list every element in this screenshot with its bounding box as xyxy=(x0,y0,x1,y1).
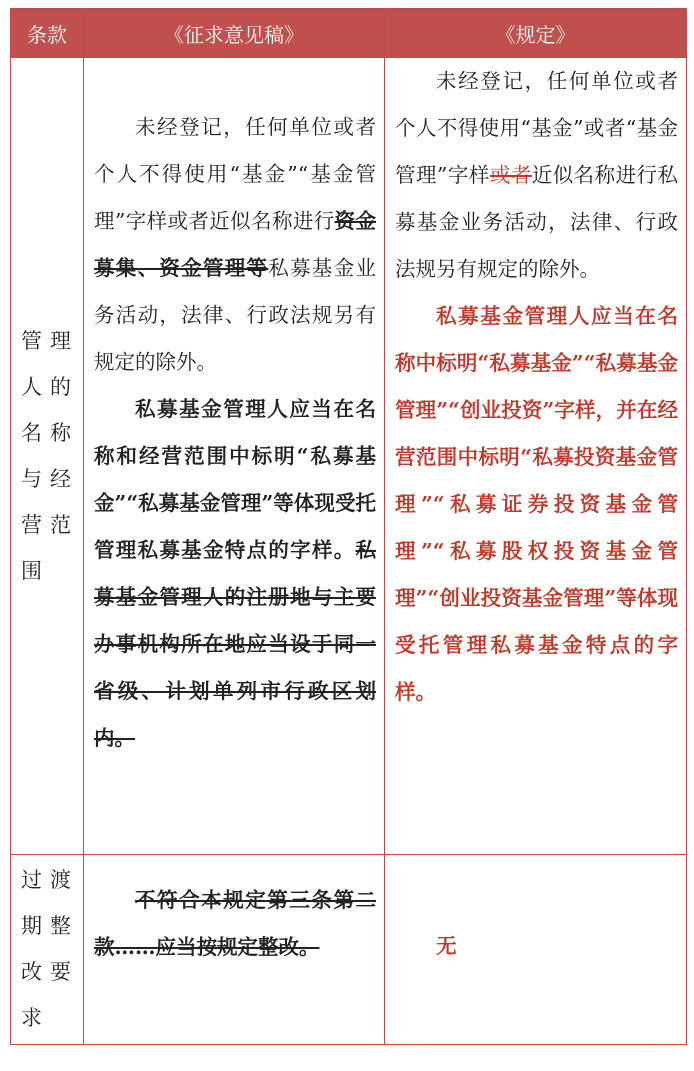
draft-text-segment: 未经登记，任何单位或者个人不得使用“基金”“基金管理”字样或者近似名称进行 xyxy=(94,115,376,233)
rule-cell xyxy=(385,58,687,855)
clause-label: 过渡期整改要求 xyxy=(21,868,79,1031)
draft-text-segment: 私募基金业务活动，法律、行政法规另有规定的除外。 xyxy=(94,256,377,374)
table-row xyxy=(11,854,687,1044)
comparison-table xyxy=(10,8,687,1045)
rule-text xyxy=(385,58,686,716)
header-row xyxy=(11,9,687,58)
clause-cell xyxy=(11,854,84,1044)
rule-none-text: 无 xyxy=(436,933,457,958)
clause-cell xyxy=(11,58,84,855)
header-rule: 《规定》 xyxy=(385,9,687,58)
draft-paragraph xyxy=(94,386,376,762)
rule-deleted-text: 或者 xyxy=(489,163,532,187)
rule-text-segment: 近似名称进行私募基金业务活动，法律、行政法规另有规定的除外。 xyxy=(395,163,679,281)
draft-deleted-text: 私募基金管理人的注册地与主要办事机构所在地应当设于同一省级、计划单列市行政区划内。 xyxy=(94,538,376,750)
draft-text-segment: 私募基金管理人应当在名称和经营范围中标明“私募基金”“私募基金管理”等体现受托管理私募基金特点的字样。 xyxy=(94,397,376,562)
rule-text xyxy=(385,855,686,970)
table-row xyxy=(11,58,687,855)
header-clause: 条款 xyxy=(11,9,84,58)
draft-text xyxy=(84,855,384,971)
rule-paragraph xyxy=(395,58,678,293)
rule-cell xyxy=(385,854,687,1044)
draft-deleted-text: 资金募集、资金管理等 xyxy=(94,209,376,280)
draft-text xyxy=(84,58,384,762)
rule-paragraph-new: 私募基金管理人应当在名称中标明“私募基金”“私募基金管理”“创业投资”字样，并在经营范围中标明“私募投资基金管理”“私募证券投资基金管理”“私募股权投资基金管理”“创业投资基金管理”等体现受托管理私募基金特点的字样。 xyxy=(395,304,678,704)
draft-deleted-text: 不符合本规定第三条第二款……应当按规定整改。 xyxy=(94,887,376,959)
draft-cell xyxy=(84,854,385,1044)
draft-cell xyxy=(84,58,385,855)
header-draft: 《征求意见稿》 xyxy=(84,9,385,58)
draft-paragraph xyxy=(94,104,376,386)
rule-text-segment: 未经登记，任何单位或者个人不得使用“基金”或者“基金管理”字样 xyxy=(395,69,678,187)
clause-label: 管理人的名称与经营范围 xyxy=(21,328,79,583)
